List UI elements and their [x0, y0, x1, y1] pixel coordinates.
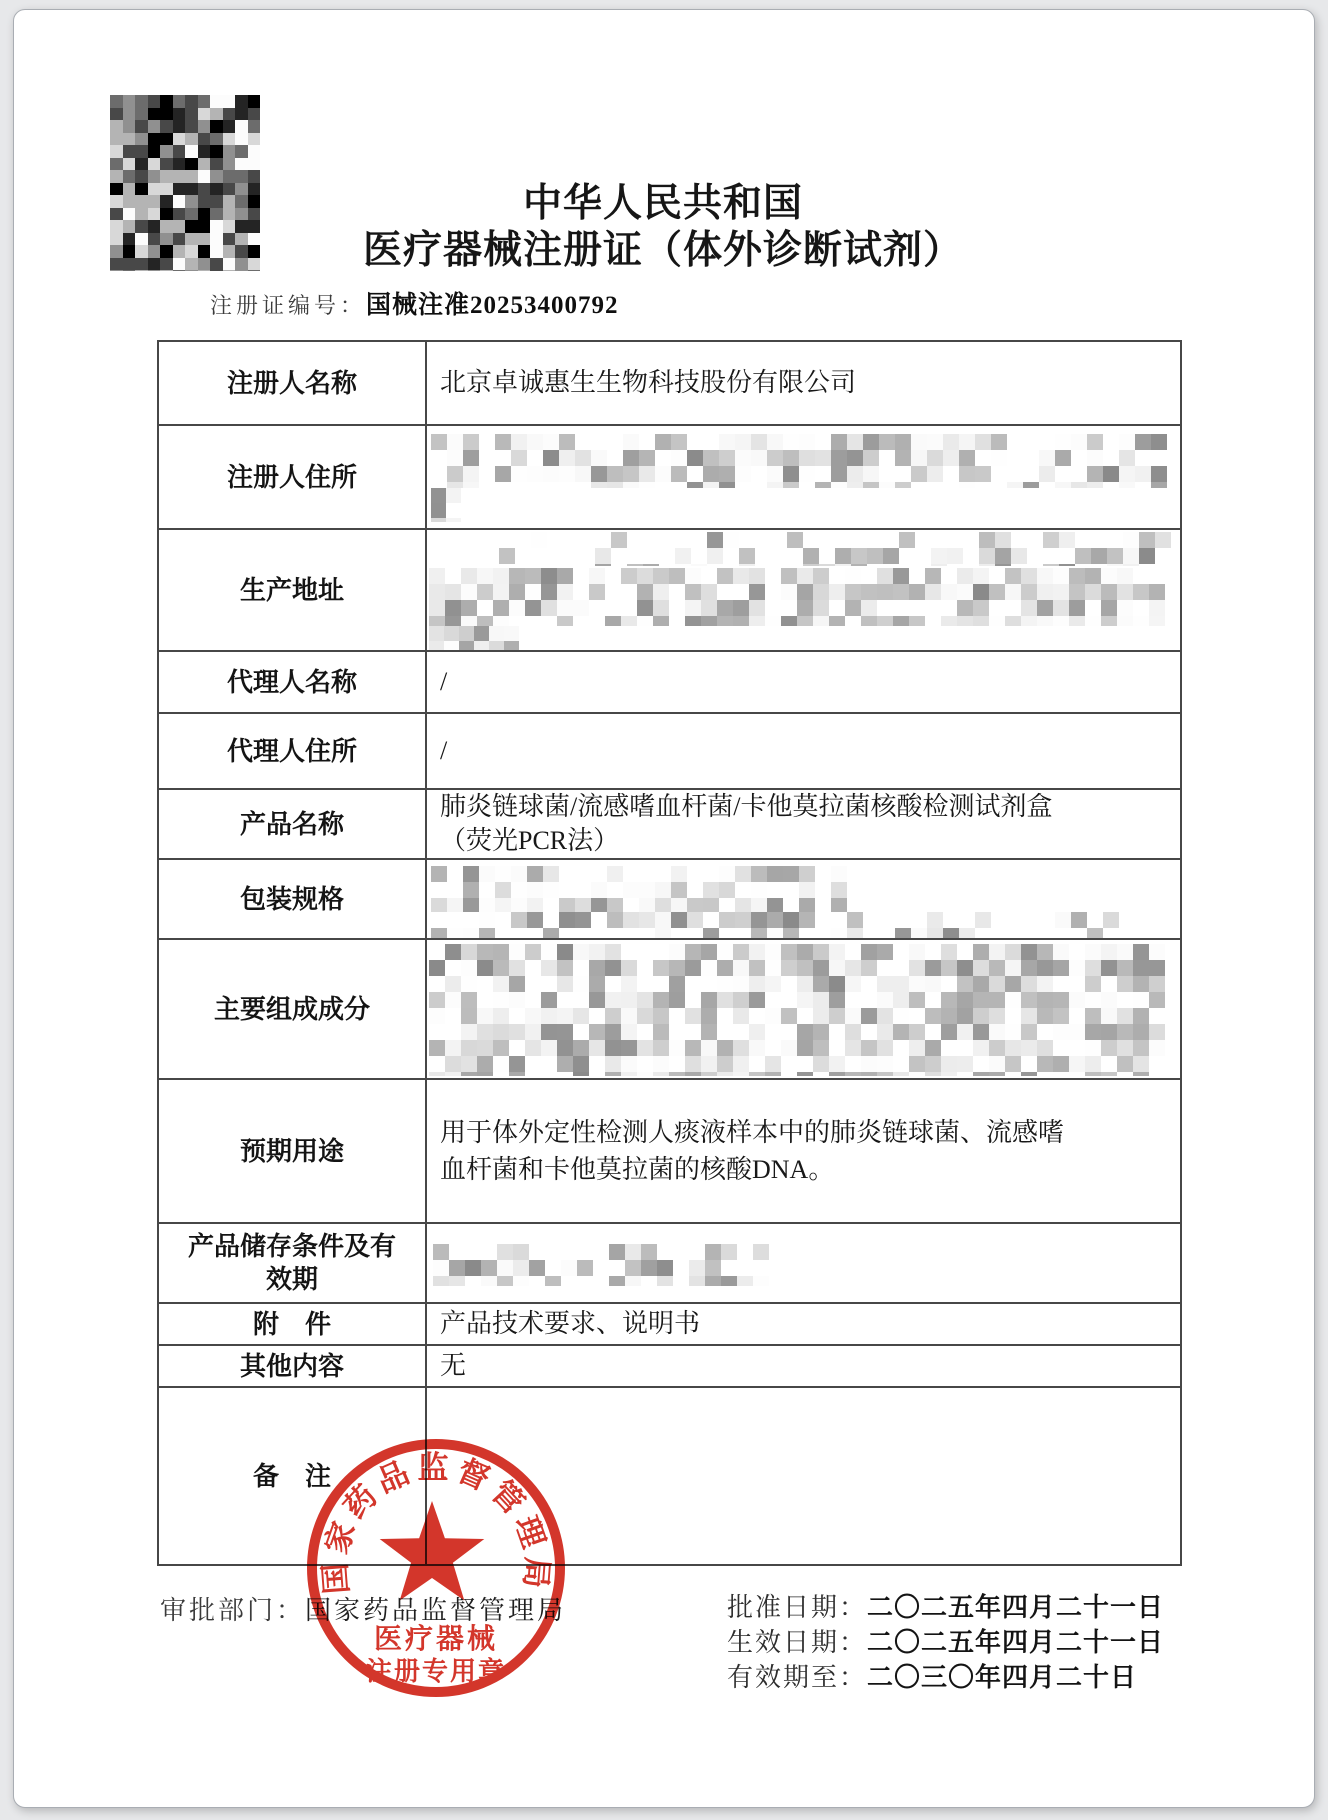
table-row-attachments	[159, 1304, 1180, 1346]
redacted-content	[431, 488, 473, 522]
row-value	[427, 940, 1180, 1078]
table-row-package-spec	[159, 860, 1180, 940]
row-label: 产品储存条件及有效期	[159, 1224, 427, 1302]
row-value: /	[440, 667, 448, 696]
row-label: 生产地址	[159, 530, 427, 650]
row-label: 产品名称	[159, 790, 427, 858]
redacted-content	[433, 1244, 773, 1286]
row-value: 肺炎链球菌/流感嗜血杆菌/卡他莫拉菌核酸检测试剂盒（荧光PCR法）	[440, 792, 1053, 855]
table-row-registrant-address	[159, 426, 1180, 530]
row-label: 注册人住所	[159, 426, 427, 528]
certificate-page	[13, 9, 1315, 1808]
approval-date-line: 批准日期：二〇二五年四月二十一日	[727, 1593, 1165, 1622]
redacted-content	[431, 912, 1131, 938]
title-line1: 中华人民共和国	[522, 182, 803, 225]
row-label: 代理人名称	[159, 652, 427, 712]
seal-inner-line1: 医疗器械	[373, 1623, 499, 1654]
row-label: 注册人名称	[159, 342, 427, 424]
table-row-product-name	[159, 790, 1180, 860]
row-value: 产品技术要求、说明书	[440, 1309, 701, 1338]
title-line2: 医疗器械注册证（体外诊断试剂）	[362, 229, 963, 272]
expiry-date-line: 有效期至：二〇三〇年四月二十日	[727, 1663, 1138, 1692]
row-value	[427, 426, 1180, 528]
redacted-content	[429, 626, 529, 650]
table-row-other-content	[159, 1346, 1180, 1388]
registration-number-value: 国械注准20253400792	[366, 292, 619, 319]
row-value: 无	[440, 1351, 467, 1380]
redacted-content	[431, 866, 861, 912]
table-row-production-address	[159, 530, 1180, 652]
seal-ring-text: 国家药品监督管理局	[316, 1449, 556, 1596]
effective-date-line: 生效日期：二〇二五年四月二十一日	[727, 1628, 1165, 1657]
registration-number-label: 注册证编号：	[210, 293, 367, 318]
row-label: 其他内容	[159, 1346, 427, 1386]
row-label: 备 注	[159, 1388, 427, 1564]
table-row-storage-validity	[159, 1224, 1180, 1304]
row-value	[427, 1224, 1180, 1302]
document-title	[14, 180, 1312, 274]
row-label: 预期用途	[159, 1080, 427, 1222]
star-icon	[380, 1501, 485, 1601]
redacted-content	[429, 568, 1179, 626]
row-label: 代理人住所	[159, 714, 427, 788]
row-label: 主要组成成分	[159, 940, 427, 1078]
row-value	[427, 530, 1180, 650]
table-row-registrant-name	[159, 342, 1180, 426]
redacted-content	[431, 434, 1173, 488]
date-block	[727, 1590, 1164, 1695]
approval-department-value: 国家药品监督管理局	[305, 1596, 567, 1625]
approval-department-label: 审批部门：	[160, 1596, 306, 1625]
certificate-table	[157, 340, 1182, 1566]
table-row-intended-use	[159, 1080, 1180, 1224]
table-row-agent-address	[159, 714, 1180, 790]
row-label: 附 件	[159, 1304, 427, 1344]
row-value: 用于体外定性检测人痰液样本中的肺炎链球菌、流感嗜血杆菌和卡他莫拉菌的核酸DNA。	[440, 1118, 1065, 1184]
seal-inner-line2: 注册专用章	[365, 1656, 507, 1686]
row-value: /	[440, 736, 448, 765]
row-label: 包装规格	[159, 860, 427, 938]
table-row-agent-name	[159, 652, 1180, 714]
registration-number	[210, 285, 619, 321]
official-seal	[286, 1418, 586, 1718]
redacted-content	[499, 532, 1177, 566]
row-value	[427, 860, 1180, 938]
row-value: 北京卓诚惠生生物科技股份有限公司	[440, 368, 857, 397]
table-row-main-components	[159, 940, 1180, 1080]
redacted-content	[429, 944, 1179, 1076]
